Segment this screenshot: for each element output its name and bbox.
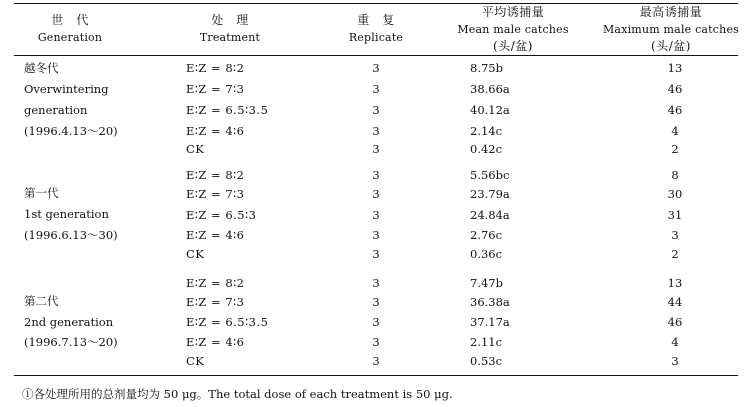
header-mean-zh: 平均诱捕量 [481,5,545,19]
treatment-cell: E∶Z = 8∶2 [186,61,245,75]
header-max-zh: 最高诱捕量 [639,5,703,19]
treatment-cell: E∶Z = 8∶2 [186,168,245,182]
replicate-cell: 3 [372,82,380,96]
replicate-cell: 3 [372,335,380,349]
treatment-cell: CK [186,247,205,261]
group-label-line: 2nd generation [24,315,114,329]
max-cell: 2 [671,142,679,156]
group-label-line: 第二代 [24,294,59,308]
mean-cell: 8.75b [470,61,503,75]
header-replicate-zh: 重 复 [357,13,395,27]
max-cell: 8 [671,168,679,182]
max-cell: 44 [667,295,683,309]
treatment-cell: E∶Z = 8∶2 [186,276,245,290]
max-cell: 3 [671,228,679,242]
header-mean-en: Mean male catches [457,23,569,36]
mean-cell: 40.12a [470,103,510,117]
mean-cell: 36.38a [470,295,510,309]
group-label-line: Overwintering [24,82,109,96]
max-cell: 46 [667,315,683,329]
replicate-cell: 3 [372,187,380,201]
treatment-cell: E∶Z = 6.5∶3.5 [186,315,269,329]
treatment-cell: E∶Z = 6.5∶3.5 [186,103,269,117]
max-cell: 13 [667,276,683,290]
mean-cell: 0.42c [470,142,503,156]
max-cell: 31 [667,208,683,222]
mean-cell: 5.56bc [470,168,510,182]
treatment-cell: E∶Z = 6.5∶3 [186,208,257,222]
treatment-cell: E∶Z = 7∶3 [186,187,245,201]
mean-cell: 7.47b [470,276,503,290]
header-treatment-en: Treatment [199,31,261,44]
header-replicate [330,12,422,46]
mean-cell: 2.11c [470,335,503,349]
header-generation-zh: 世 代 [51,13,89,27]
mean-cell: 24.84a [470,208,510,222]
replicate-cell: 3 [372,61,380,75]
mean-cell: 0.53c [470,354,503,368]
treatment-cell: E∶Z = 7∶3 [186,295,245,309]
group-label-line: (1996.6.13～30) [24,228,118,242]
treatment-cell: E∶Z = 4∶6 [186,335,245,349]
replicate-cell: 3 [372,315,380,329]
group-label-line: (1996.4.13～20) [24,124,118,138]
header-generation [20,12,120,46]
max-cell: 3 [671,354,679,368]
replicate-cell: 3 [372,228,380,242]
mean-cell: 37.17a [470,315,510,329]
max-cell: 2 [671,247,679,261]
header-max [596,4,746,55]
replicate-cell: 3 [372,276,380,290]
table-header-rule [14,55,738,56]
replicate-cell: 3 [372,124,380,138]
treatment-cell: E∶Z = 7∶3 [186,82,245,96]
max-cell: 46 [667,82,683,96]
header-mean [448,4,578,55]
replicate-cell: 3 [372,103,380,117]
max-cell: 46 [667,103,683,117]
header-treatment-zh: 处 理 [211,13,249,27]
mean-cell: 38.66a [470,82,510,96]
replicate-cell: 3 [372,168,380,182]
group-label-line: 越冬代 [24,61,59,75]
replicate-cell: 3 [372,247,380,261]
replicate-cell: 3 [372,354,380,368]
table-bottom-rule [14,375,738,376]
header-replicate-en: Replicate [348,31,404,44]
mean-cell: 0.36c [470,247,503,261]
header-generation-en: Generation [37,31,103,44]
mean-cell: 2.76c [470,228,503,242]
table-footnote: ①各处理所用的总剂量均为 50 μg。The total dose of each treatment is 50 μg. [22,387,453,401]
treatment-cell: E∶Z = 4∶6 [186,124,245,138]
header-max-en: Maximum male catches [602,23,740,36]
treatment-cell: CK [186,142,205,156]
group-label-line: (1996.7.13～20) [24,335,118,349]
header-max-unit: (头/盆) [651,39,691,53]
header-treatment [180,12,280,46]
mean-cell: 2.14c [470,124,503,138]
max-cell: 13 [667,61,683,75]
replicate-cell: 3 [372,208,380,222]
treatment-cell: E∶Z = 4∶6 [186,228,245,242]
max-cell: 4 [671,124,679,138]
group-label-line: 1st generation [24,207,109,221]
mean-cell: 23.79a [470,187,510,201]
replicate-cell: 3 [372,295,380,309]
max-cell: 4 [671,335,679,349]
replicate-cell: 3 [372,142,380,156]
max-cell: 30 [667,187,683,201]
group-label-line: generation [24,103,88,117]
header-mean-unit: (头/盆) [493,39,533,53]
group-label-line: 第一代 [24,186,59,200]
treatment-cell: CK [186,354,205,368]
